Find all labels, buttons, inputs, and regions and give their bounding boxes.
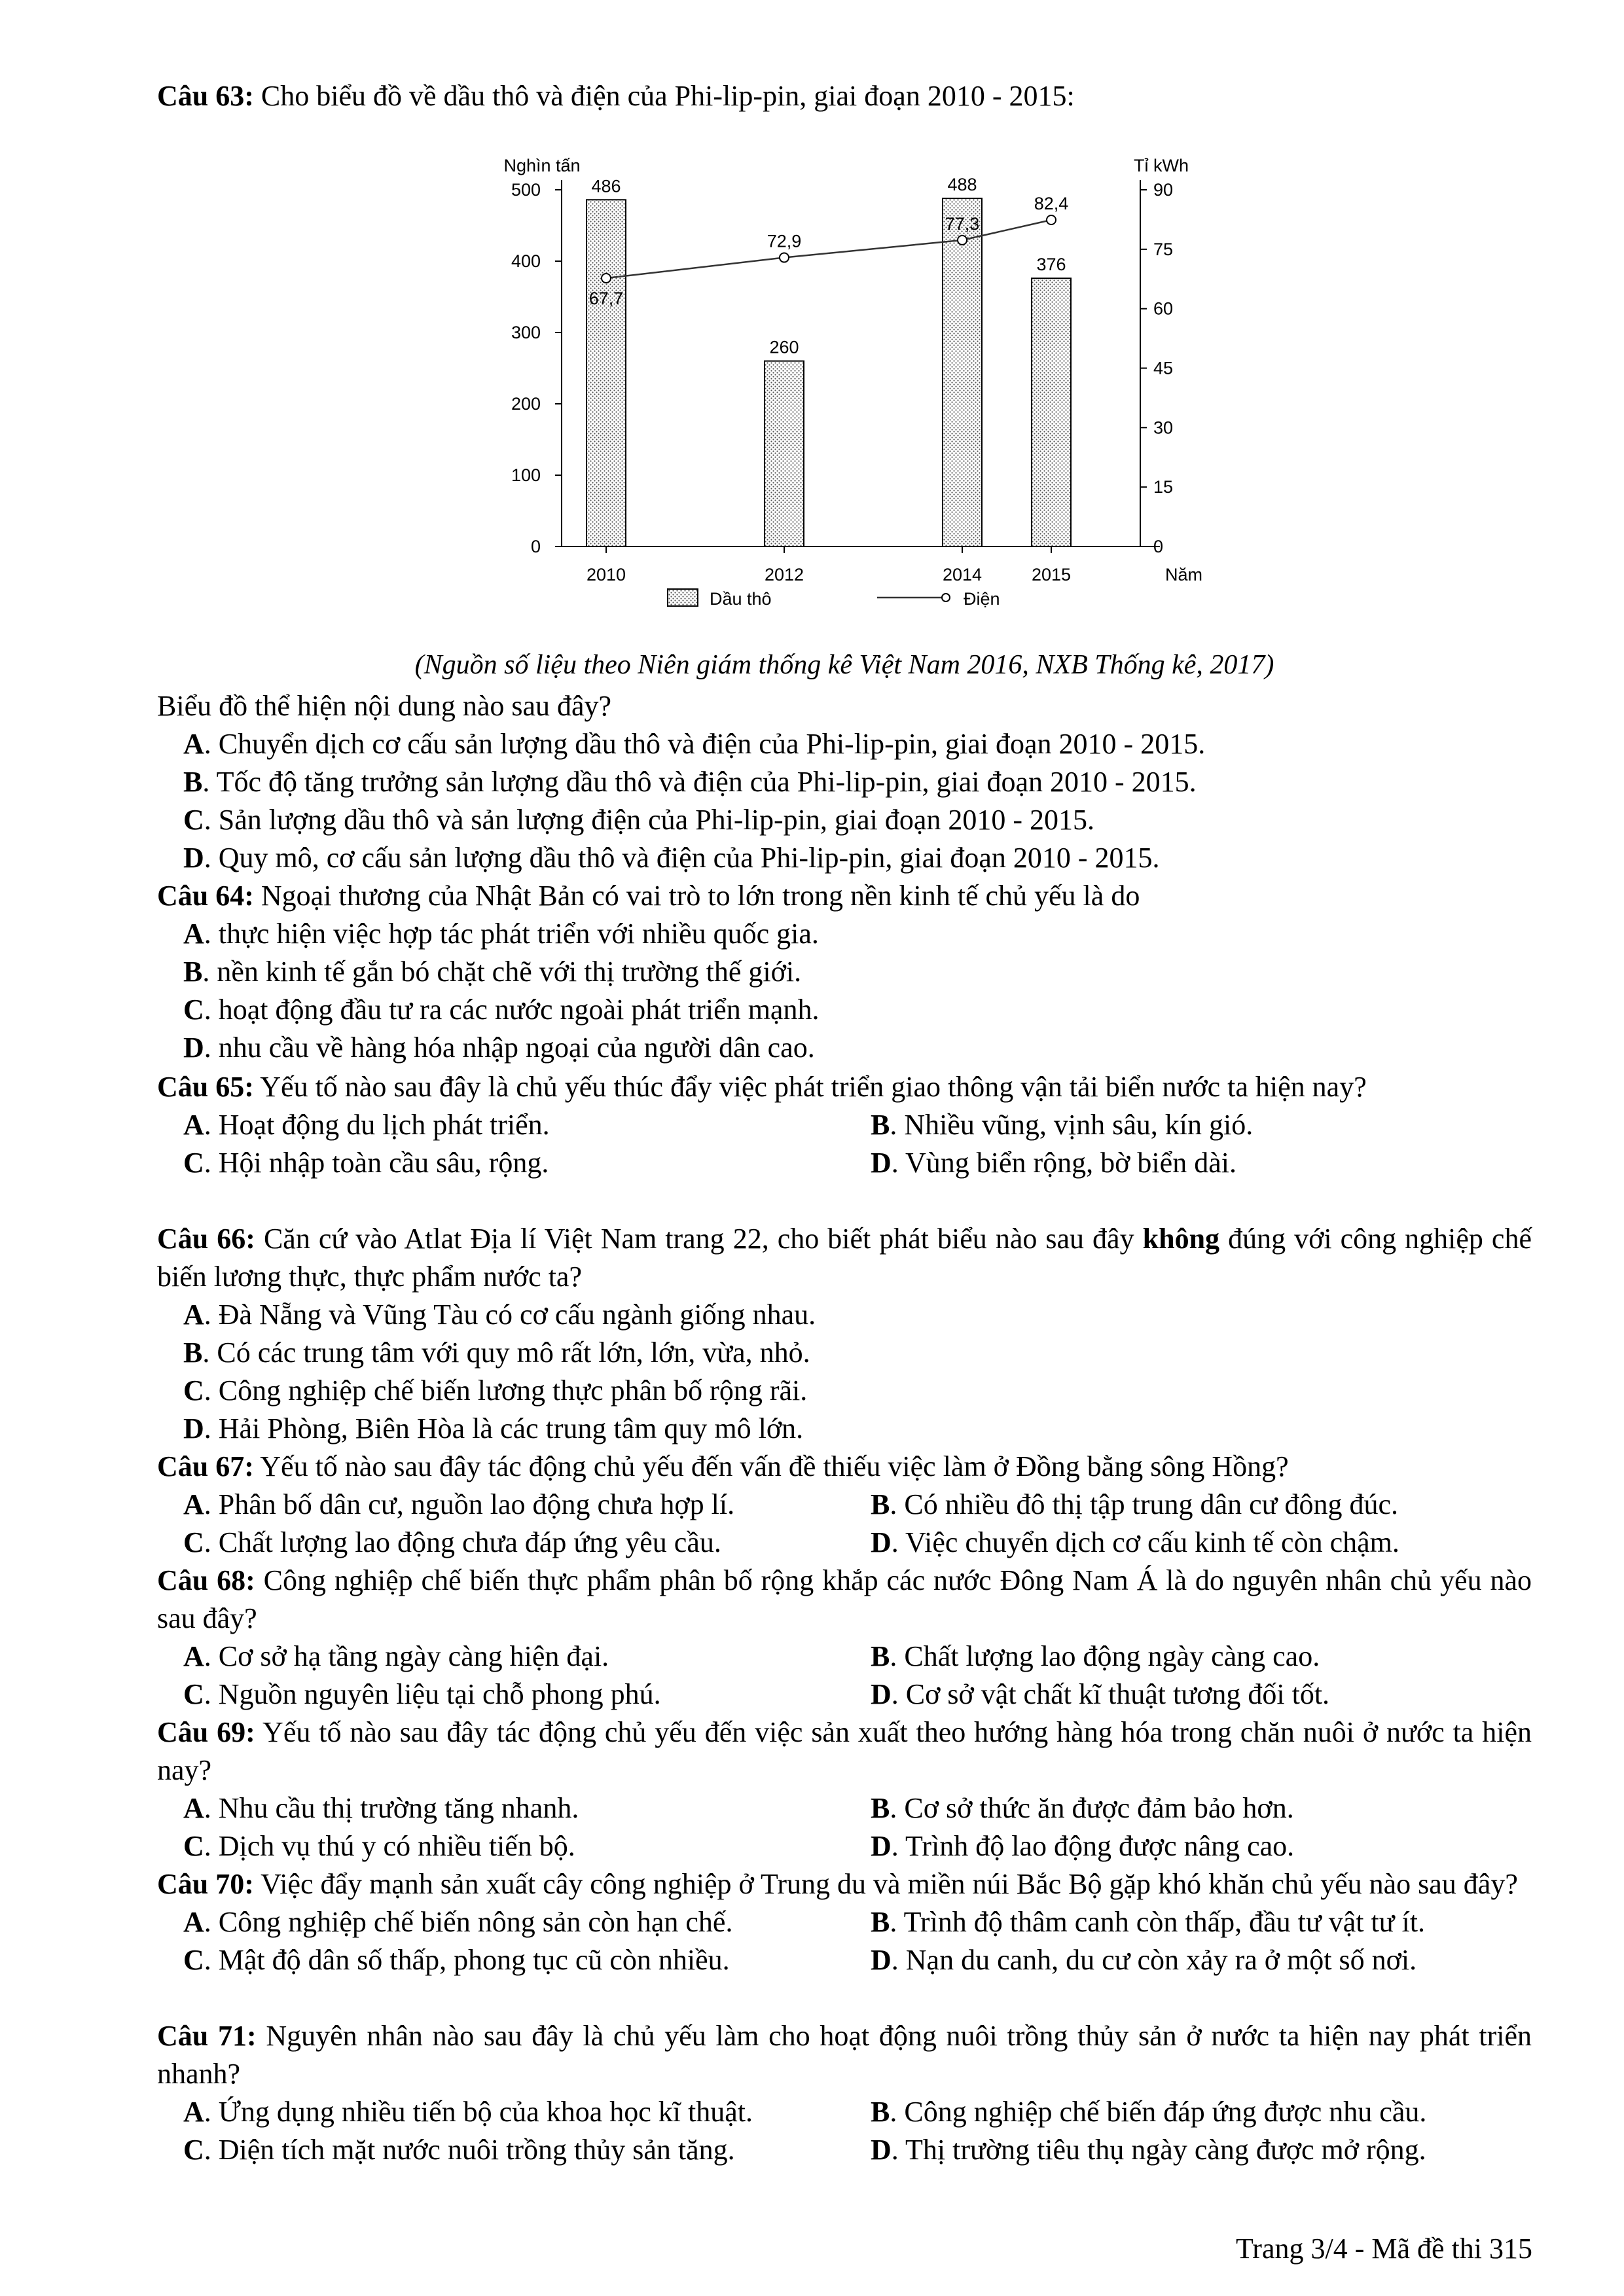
legend-label-electricity: Điện [964,589,1000,609]
option-71-c[interactable]: C. Diện tích mặt nước nuôi trồng thủy sản tăng. [183,2134,735,2166]
left-tick-label: 0 [530,537,541,556]
question-64-stem: Câu 64: Ngoại thương của Nhật Bản có vai trò to lớn trong nền kinh tế chủ yếu là do [157,880,1140,912]
left-tick-label: 500 [511,180,541,200]
electricity-point-2012 [780,253,789,262]
option-71-b[interactable]: B. Công nghiệp chế biến đáp ứng được nhu cầu. [871,2096,1427,2128]
question-67-stem: Câu 67: Yếu tố nào sau đây tác động chủ yếu đến vấn đề thiếu việc làm ở Đồng bằng sông Hồng? [157,1450,1289,1482]
legend-marker-electricity [942,594,950,601]
option-67-d[interactable]: D. Việc chuyển dịch cơ cấu kinh tế còn chậm. [871,1526,1399,1558]
question-69 [157,1713,1532,1865]
x-tick-label-2015: 2015 [1031,565,1072,584]
option-63-a[interactable]: A. Chuyển dịch cơ cấu sản lượng dầu thô và điện của Phi-lip-pin, giai đoạn 2010 - 2015. [183,728,1206,760]
right-tick-label: 30 [1153,418,1174,438]
question-63-stem [157,77,1532,115]
question-68-stem: Câu 68: Công nghiệp chế biến thực phẩm phân bố rộng khắp các nước Đông Nam Á là do nguyên nhân chủ yếu nào sau đây? [157,1564,1532,1634]
right-tick-label: 45 [1153,358,1174,378]
right-tick-label: 75 [1153,239,1174,259]
electricity-point-2015 [1047,215,1056,224]
right-tick-label: 60 [1153,298,1174,319]
option-63-c[interactable]: C. Sản lượng dầu thô và sản lượng điện của Phi-lip-pin, giai đoạn 2010 - 2015. [183,804,1095,836]
question-70 [157,1865,1532,1979]
question-66 [157,1220,1532,1448]
bar-label-2014: 488 [947,175,977,195]
left-tick-label: 400 [511,251,541,271]
option-71-d[interactable]: D. Thị trường tiêu thụ ngày càng được mở rộng. [871,2134,1426,2166]
question-68 [157,1562,1532,1713]
bar-2012 [765,361,804,547]
option-66-d[interactable]: D. Hải Phòng, Biên Hòa là các trung tâm quy mô lớn. [183,1412,804,1444]
option-64-c[interactable]: C. hoạt động đầu tư ra các nước ngoài phát triển mạnh. [183,994,820,1026]
bar-label-2010: 486 [591,176,621,196]
option-65-c[interactable]: C. Hội nhập toàn cầu sâu, rộng. [183,1147,549,1179]
electricity-label-2015: 82,4 [1034,194,1069,214]
electricity-point-2014 [958,236,967,245]
question-70-stem: Câu 70: Việc đẩy mạnh sản xuất cây công nghiệp ở Trung du và miền núi Bắc Bộ gặp khó khăn chủ yếu nào sau đây? [157,1868,1518,1900]
question-69-stem: Câu 69: Yếu tố nào sau đây tác động chủ yếu đến việc sản xuất theo hướng hàng hóa trong chăn nuôi ở nước ta hiện nay? [157,1716,1532,1786]
legend-label-oil: Dầu thô [710,589,772,609]
right-tick-label: 15 [1153,477,1174,497]
left-axis-title: Nghìn tấn [503,156,581,175]
right-tick-label: 90 [1153,180,1174,200]
right-axis-title: Tỉ kWh [1134,156,1189,175]
electricity-label-2012: 72,9 [767,231,802,251]
option-70-a[interactable]: A. Công nghiệp chế biến nông sản còn hạn chế. [183,1906,733,1938]
question-67 [157,1448,1532,1562]
left-tick-label: 300 [511,323,541,342]
oil-electricity-chart [458,124,1218,635]
option-68-c[interactable]: C. Nguồn nguyên liệu tại chỗ phong phú. [183,1678,661,1710]
page-footer: Trang 3/4 - Mã đề thi 315 [1235,2233,1532,2265]
left-tick-label: 200 [511,394,541,414]
option-66-b[interactable]: B. Có các trung tâm với quy mô rất lớn, lớn, vừa, nhỏ. [183,1336,810,1369]
option-68-d[interactable]: D. Cơ sở vật chất kĩ thuật tương đối tốt. [871,1678,1330,1710]
option-69-a[interactable]: A. Nhu cầu thị trường tăng nhanh. [183,1792,579,1824]
question-63-text: Cho biểu đồ về dầu thô và điện của Phi-lip-pin, giai đoạn 2010 - 2015: [253,80,1075,112]
option-70-d[interactable]: D. Nạn du canh, du cư còn xảy ra ở một số nơi. [871,1944,1417,1976]
option-69-d[interactable]: D. Trình độ lao động được nâng cao. [871,1830,1295,1862]
option-69-c[interactable]: C. Dịch vụ thú y có nhiều tiến bộ. [183,1830,575,1862]
option-67-a[interactable]: A. Phân bố dân cư, nguồn lao động chưa hợp lí. [183,1488,735,1520]
bar-label-2015: 376 [1036,255,1066,275]
left-tick-label: 100 [511,465,541,485]
option-65-d[interactable]: D. Vùng biển rộng, bờ biển dài. [871,1147,1236,1179]
option-65-a[interactable]: A. Hoạt động du lịch phát triển. [183,1109,550,1141]
bar-label-2012: 260 [769,337,799,357]
option-67-b[interactable]: B. Có nhiều đô thị tập trung dân cư đông đúc. [871,1488,1398,1520]
question-71 [157,2017,1532,2169]
legend-swatch-oil [668,589,698,606]
option-69-b[interactable]: B. Cơ sở thức ăn được đảm bảo hơn. [871,1792,1294,1824]
bar-2014 [943,198,982,547]
question-63-prompt: Biểu đồ thể hiện nội dung nào sau đây? [157,690,612,722]
electricity-point-2010 [602,274,611,283]
question-64 [157,877,1532,1067]
option-64-b[interactable]: B. nền kinh tế gắn bó chặt chẽ với thị trường thế giới. [183,956,802,988]
question-65-stem: Câu 65: Yếu tố nào sau đây là chủ yếu thúc đẩy việc phát triển giao thông vận tải biển nước ta hiện nay? [157,1071,1367,1103]
question-63-label: Câu 63: [157,80,254,112]
option-66-a[interactable]: A. Đà Nẵng và Vũng Tàu có cơ cấu ngành giống nhau. [183,1299,816,1331]
bar-2015 [1032,278,1071,547]
option-68-b[interactable]: B. Chất lượng lao động ngày càng cao. [871,1640,1320,1672]
option-67-c[interactable]: C. Chất lượng lao động chưa đáp ứng yêu cầu. [183,1526,721,1558]
option-65-b[interactable]: B. Nhiều vũng, vịnh sâu, kín gió. [871,1109,1254,1141]
electricity-label-2010: 67,7 [588,289,624,309]
electricity-label-2014: 77,3 [945,213,980,234]
question-65 [157,1068,1532,1182]
option-68-a[interactable]: A. Cơ sở hạ tầng ngày càng hiện đại. [183,1640,609,1672]
option-70-c[interactable]: C. Mật độ dân số thấp, phong tục cũ còn nhiều. [183,1944,730,1976]
option-66-c[interactable]: C. Công nghiệp chế biến lương thực phân bố rộng rãi. [183,1374,808,1407]
option-70-b[interactable]: B. Trình độ thâm canh còn thấp, đầu tư vật tư ít. [871,1906,1425,1938]
question-71-stem: Câu 71: Nguyên nhân nào sau đây là chủ yếu làm cho hoạt động nuôi trồng thủy sản ở nước ta hiện nay phát triển nhanh? [157,2020,1532,2090]
x-tick-label-2010: 2010 [586,565,626,584]
electricity-line [606,220,1051,278]
option-71-a[interactable]: A. Ứng dụng nhiều tiến bộ của khoa học kĩ thuật. [183,2096,753,2128]
option-63-b[interactable]: B. Tốc độ tăng trưởng sản lượng dầu thô và điện của Phi-lip-pin, giai đoạn 2010 - 2015. [183,766,1197,798]
question-66-stem: Câu 66: Căn cứ vào Atlat Địa lí Việt Nam trang 22, cho biết phát biểu nào sau đây không đúng với công nghiệp chế biến lương thực, thực phẩm nước ta? [157,1223,1532,1293]
question-63-options [157,725,1532,877]
x-axis-title: Năm [1165,565,1203,584]
chart-source: (Nguồn số liệu theo Niên giám thống kê Việt Nam 2016, NXB Thống kê, 2017) [414,650,1274,680]
bar-2010 [586,200,626,547]
x-tick-label-2012: 2012 [764,565,804,584]
right-tick-label: 0 [1153,537,1164,556]
x-tick-label-2014: 2014 [942,565,983,584]
option-64-d[interactable]: D. nhu cầu về hàng hóa nhập ngoại của người dân cao. [183,1031,815,1064]
option-64-a[interactable]: A. thực hiện việc hợp tác phát triển với nhiều quốc gia. [183,918,819,950]
option-63-d[interactable]: D. Quy mô, cơ cấu sản lượng dầu thô và điện của Phi-lip-pin, giai đoạn 2010 - 2015. [183,842,1160,874]
